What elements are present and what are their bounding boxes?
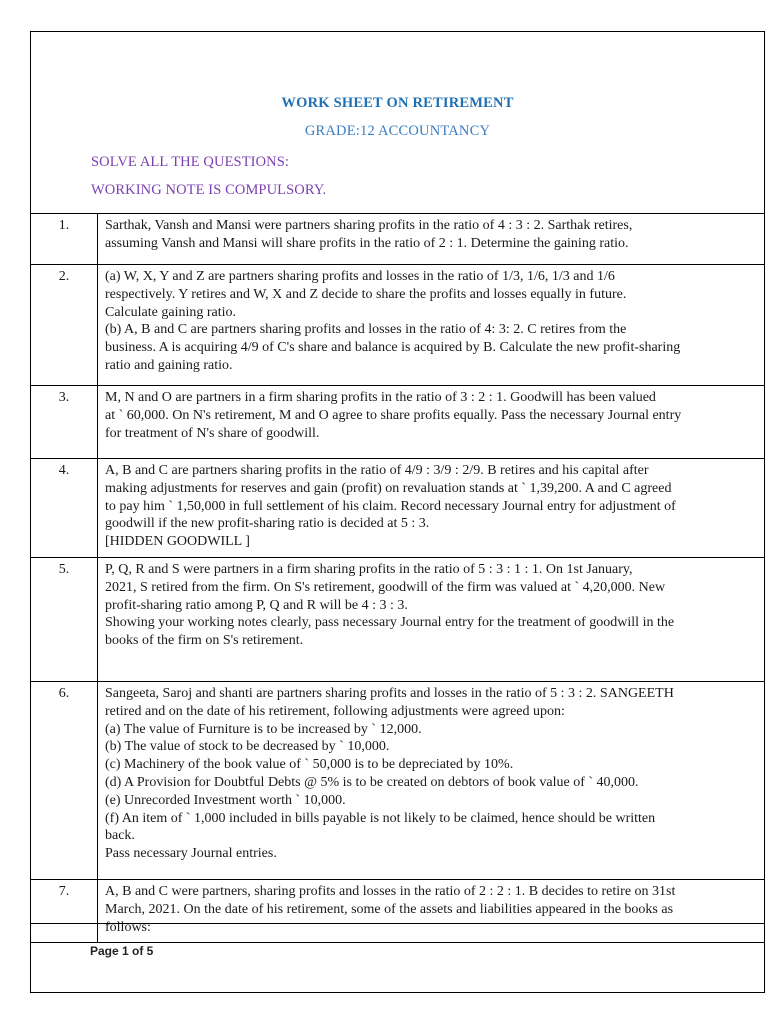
worksheet-title: WORK SHEET ON RETIREMENT <box>281 95 514 111</box>
question-number: 7. <box>31 879 98 942</box>
question-text <box>98 557 765 681</box>
question-row <box>31 557 765 681</box>
question-line: books of the firm on S's retirement. <box>105 633 304 649</box>
question-number: 5. <box>31 557 98 681</box>
question-line: (d) A Provision for Doubtful Debts @ 5% is to be created on debtors of book value of ` 40,000. <box>105 774 639 790</box>
question-line: 2021, S retired from the firm. On S's retirement, goodwill of the firm was valued at ` 4,20,000. New <box>105 579 666 595</box>
question-line: Sarthak, Vansh and Mansi were partners sharing profits in the ratio of 4 : 3 : 2. Sarthak retires, <box>105 218 633 233</box>
question-line: to pay him ` 1,50,000 in full settlement of his claim. Record necessary Journal entry for adjustment of <box>105 498 676 514</box>
instruction-solve-all: SOLVE ALL THE QUESTIONS: <box>91 154 290 170</box>
question-text <box>98 265 765 386</box>
question-row <box>31 459 765 558</box>
question-line: Pass necessary Journal entries. <box>105 846 277 862</box>
question-line: at ` 60,000. On N's retirement, M and O agree to share profits equally. Pass the necessary Journal entry <box>105 407 682 423</box>
question-row <box>31 681 765 879</box>
question-line: back. <box>105 828 135 844</box>
instruction-working-note: WORKING NOTE IS COMPULSORY. <box>91 182 327 198</box>
question-number: 3. <box>31 386 98 459</box>
question-line: (e) Unrecorded Investment worth ` 10,000. <box>105 792 346 808</box>
questions-table <box>30 213 765 943</box>
question-line: goodwill if the new profit-sharing ratio is decided at 5 : 3. <box>105 516 430 532</box>
question-number: 4. <box>31 459 98 558</box>
question-row <box>31 386 765 459</box>
question-number: 1. <box>31 214 98 265</box>
question-row <box>31 214 765 265</box>
question-text <box>98 214 765 265</box>
question-row <box>31 265 765 386</box>
question-line: A, B and C are partners sharing profits in the ratio of 4/9 : 3/9 : 2/9. B retires and his capital after <box>105 463 649 478</box>
question-line: for treatment of N's share of goodwill. <box>105 425 320 441</box>
page-footer <box>31 923 764 994</box>
question-line: (a) The value of Furniture is to be increased by ` 12,000. <box>105 721 422 737</box>
question-line: A, B and C were partners, sharing profits and losses in the ratio of 2 : 2 : 1. B decides to retire on 31st <box>105 883 676 899</box>
worksheet-header <box>31 32 764 214</box>
question-number: 6. <box>31 681 98 879</box>
grade-subject: GRADE:12 ACCOUNTANCY <box>304 123 491 139</box>
question-line: respectively. Y retires and W, X and Z decide to share the profits and losses equally in future. <box>105 286 627 302</box>
question-line: M, N and O are partners in a firm sharing profits in the ratio of 3 : 2 : 1. Goodwill has been valued <box>105 390 656 405</box>
question-line: ratio and gaining ratio. <box>105 357 233 373</box>
question-text <box>98 681 765 879</box>
question-line: Sangeeta, Saroj and shanti are partners sharing profits and losses in the ratio of 5 : 3 : 2. SANGEETH <box>105 685 674 701</box>
question-text <box>98 386 765 459</box>
question-line: (b) The value of stock to be decreased by ` 10,000. <box>105 739 390 755</box>
question-line: (c) Machinery of the book value of ` 50,000 is to be depreciated by 10%. <box>105 757 514 773</box>
question-line: business. A is acquiring 4/9 of C's share and balance is acquired by B. Calculate the new profit-sharing <box>105 340 681 356</box>
question-line: [HIDDEN GOODWILL ] <box>105 534 250 550</box>
question-line: March, 2021. On the date of his retirement, some of the assets and liabilities appeared in the books as <box>105 901 674 917</box>
question-line: follows: <box>105 919 151 935</box>
question-number: 2. <box>31 265 98 386</box>
question-text <box>98 459 765 558</box>
question-line: Calculate gaining ratio. <box>105 304 237 320</box>
question-line: P, Q, R and S were partners in a firm sharing profits in the ratio of 5 : 3 : 1 : 1. On 1st January, <box>105 561 633 577</box>
question-line: (f) An item of ` 1,000 included in bills payable is not likely to be claimed, hence should be written <box>105 810 656 826</box>
question-line: assuming Vansh and Mansi will share profits in the ratio of 2 : 1. Determine the gaining ratio. <box>105 235 629 251</box>
page-number: Page 1 of 5 <box>90 944 154 958</box>
worksheet-page <box>30 31 765 993</box>
question-line: making adjustments for reserves and gain (profit) on revaluation stands at ` 1,39,200. A and C agreed <box>105 480 672 496</box>
question-line: (b) A, B and C are partners sharing profits and losses in the ratio of 4: 3: 2. C retires from the <box>105 322 627 338</box>
question-line: (a) W, X, Y and Z are partners sharing profits and losses in the ratio of 1/3, 1/6, 1/3 and 1/6 <box>105 269 615 284</box>
question-line: Showing your working notes clearly, pass necessary Journal entry for the treatment of goodwill in the <box>105 615 675 631</box>
question-line: profit-sharing ratio among P, Q and R will be 4 : 3 : 3. <box>105 597 408 613</box>
question-line: retired and on the date of his retirement, following adjustments were agreed upon: <box>105 703 565 719</box>
